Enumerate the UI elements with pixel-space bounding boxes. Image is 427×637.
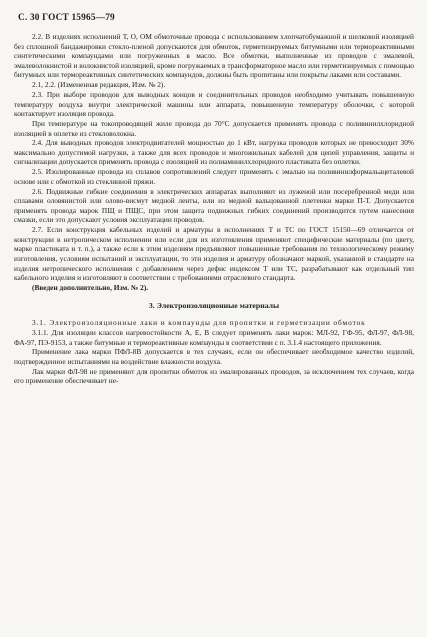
page-header: С. 30 ГОСТ 15965—79 bbox=[18, 13, 115, 23]
paragraph: 2.6. Подвижные гибкие соединения в электрических аппаратах выполняют из луженой или посеребренной меди или сплавами оловянистой или олово-висмут медной ленты, или из медной вальцованной плетенки марки П-Т. Допускается применять провода марок ПЩ и ПЩС, при этом защита подвижных гибких соединений производится путем нанесения смазки, если это допускают условия эксплуатации проводов. bbox=[14, 186, 414, 225]
paragraph: 2.1, 2.2. (Измененная редакция, Изм. № 2). bbox=[32, 80, 166, 90]
paragraph: 2.3. При выборе проводов для выводных концов и соединительных проводов необходимо учитывать повышенную температуру воздуха внутри электрической машины или аппарата, повышенную температуру оболочки, с которой контактирует изоляция провода. bbox=[14, 89, 414, 119]
paragraph: Применение лака марки ПФЛ-8В допускается в тех случаях, если он обеспечивает необходимое качество изделий, подтвержденное испытаниями на воздействие влажности воздуха. bbox=[14, 347, 414, 366]
paragraph: Лак марки ФЛ-98 не применяют для пропитки обмоток из эмалированных проводов, за исключением тех случаев, когда его применение обеспечивает не- bbox=[14, 366, 414, 386]
paragraphs-after bbox=[14, 318, 414, 386]
document-body bbox=[14, 32, 414, 386]
paragraph: 2.4. Для выводных проводов электродвигателей мощностью до 1 кВт, нагрузка проводов которых не превосходит 30% максимально допустимой нагрузки, а также для всех проводов и многожильных кабелей для цепей управления, защиты и сигнализации допускается применять провода с изоляцией из полиаминилхлоридного пластиката без оплетки. bbox=[14, 138, 414, 167]
paragraph: 2.5. Изолированные провода из сплавов сопротивлений следует применять с эмалью на поливинилформальацеталевой основе или с обмоткой из стеклянной пряжи. bbox=[14, 167, 414, 186]
section-title: 3. Электроизоляционные материалы bbox=[148, 300, 280, 310]
paragraphs-before bbox=[14, 32, 414, 293]
paragraph: 3.1.1. Для изоляции классов нагревостойкости А, Е, В следует применять лаки марок: МЛ-92, ГФ-95, ФЛ-97, ФЛ-98, ФА-97, ПЭ-9153, а также битумные и термореактивные компаунды в соответствии с п. 3.1.4 настоящего приложения. bbox=[14, 327, 414, 347]
paragraph: 2.2. В изделиях исполнений Т, О, ОМ обмоточные провода с использованием хлопчатобумажной и шелковой изоляцией без сплошной бандажировки стекло-пленой допускаются для обмоток, герметизируемых битумными или термореактивными синтетическими компаундами или погруженных в масло. Все обмотки, выполненные из проводов с эмалевой, эмалеволокнистой и волокнистой изоляцией, кроме погружаемых в трансформаторное масло или герметизируемых с помощью битумных или термореактивных синтетических компаундов, должны быть пропитаны или покрыты лаками или составами. bbox=[14, 32, 414, 80]
paragraph: 2.7. Если конструкция кабельных изделий и арматуры в исполнениях Т и ТС по ГОСТ 15150—69 отличается от конструкции в нетропическом исполнении или если для их изготовления применяют специфические материалы (по цвету, марке пластиката и т. п.), а также если к этим изделиям предъявляют повышенные требования по технологическому режиму изготовления, условиям испытаний и эксплуатации, то эти изделия и арматуру обозначают маркой, указанной в стандарте на изделия нетропического исполнения с добавлением через дефис индексом Т или ТС, разрабатывают как отдельный тип кабельного изделия и изготовляют в соответствии с требованиями отраслевого стандарта. bbox=[14, 225, 414, 283]
paragraph: (Введен дополнительно, Изм. № 2). bbox=[32, 282, 149, 292]
paragraph: 3.1. Электроизоляционные лаки и компаунды для пропитки и герметизации обмоток bbox=[32, 318, 366, 328]
paragraph: При температуре на токопроводящей жиле провода до 70°С допускается применять провода с поливинилхлоридной изоляцией в оплетке из стекловолокна. bbox=[14, 118, 414, 138]
